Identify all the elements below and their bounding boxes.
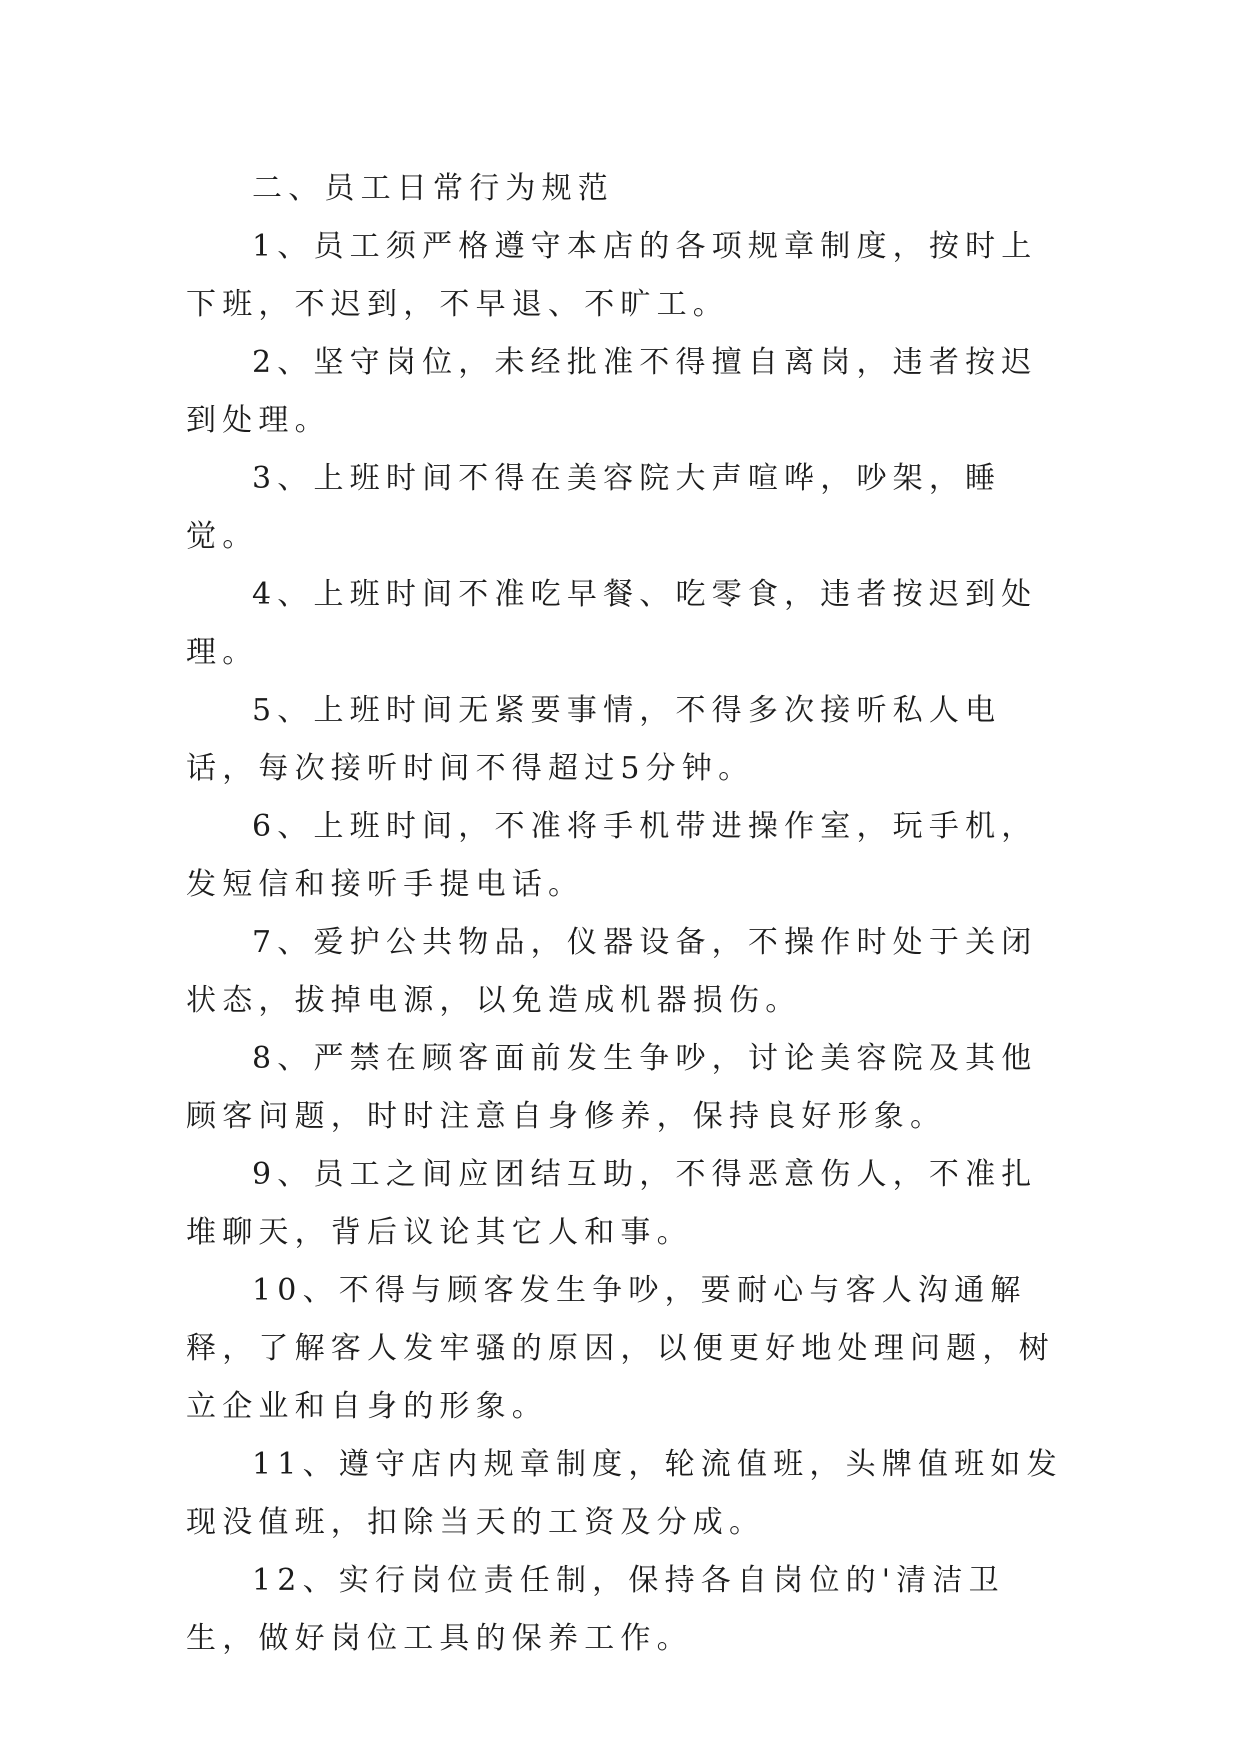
rule-paragraph-12: 12、实行岗位责任制，保持各自岗位的'清洁卫生，做好岗位工具的保养工作。 [186,1563,1005,1656]
rule-paragraph-5: 5、上班时间无紧要事情，不得多次接听私人电话，每次接听时间不得超过5分钟。 [186,693,1002,786]
rule-paragraph-11: 11、遵守店内规章制度，轮流值班，头牌值班如发现没值班，扣除当天的工资及分成。 [186,1447,1063,1540]
rule-paragraph-7: 7、爱护公共物品，仪器设备，不操作时处于关闭状态，拔掉电源，以免造成机器损伤。 [186,925,1038,1018]
rule-paragraph-10: 10、不得与顾客发生争吵，要耐心与客人沟通解释，了解客人发牢骚的原因，以便更好地处理问题，树立企业和自身的形象。 [186,1273,1055,1424]
document-body [186,160,1066,1668]
rule-paragraph-3: 3、上班时间不得在美容院大声喧哗，吵架，睡觉。 [186,461,1002,554]
rule-paragraph-6: 6、上班时间，不准将手机带进操作室，玩手机，发短信和接听手提电话。 [186,809,1038,902]
rule-paragraph-9: 9、员工之间应团结互助，不得恶意伤人，不准扎堆聊天，背后议论其它人和事。 [186,1157,1038,1250]
rule-paragraph-1: 1、员工须严格遵守本店的各项规章制度，按时上下班，不迟到，不早退、不旷工。 [186,229,1038,322]
rule-paragraph-8: 8、严禁在顾客面前发生争吵，讨论美容院及其他顾客问题，时时注意自身修养，保持良好形象。 [186,1041,1038,1134]
rule-paragraph-4: 4、上班时间不准吃早餐、吃零食，违者按迟到处理。 [186,577,1038,670]
rule-paragraph-2: 2、坚守岗位，未经批准不得擅自离岗，违者按迟到处理。 [186,345,1038,438]
section-heading: 二、员工日常行为规范 [252,171,614,206]
